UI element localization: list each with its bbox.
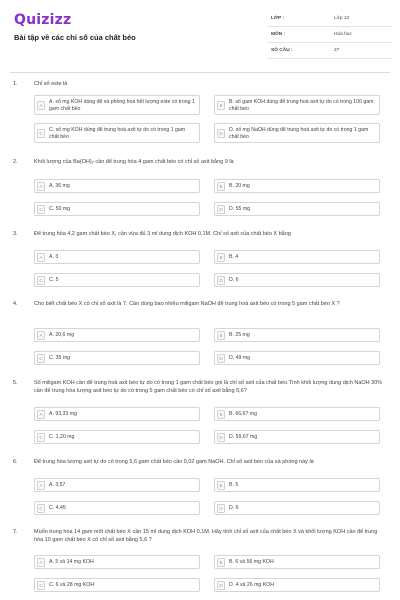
header-divider xyxy=(10,72,390,73)
meta-value: Hóa học xyxy=(334,32,352,37)
option-letter-badge: B xyxy=(217,481,225,490)
question-number: 6. xyxy=(13,459,18,465)
option-d[interactable] xyxy=(214,202,380,216)
option-text: A. 3 xyxy=(49,254,59,260)
option-d[interactable] xyxy=(214,351,380,365)
option-b[interactable] xyxy=(214,179,380,193)
option-a[interactable] xyxy=(34,407,200,421)
option-a[interactable] xyxy=(34,95,200,115)
option-text: B. 4 xyxy=(229,254,239,260)
worksheet-title: Bài tập về các chỉ số của chất béo xyxy=(14,33,136,42)
option-text: A. 93,33 mg xyxy=(49,411,77,417)
option-letter-badge: A xyxy=(37,101,45,110)
option-d[interactable] xyxy=(214,273,380,287)
meta-label: LỚP : xyxy=(271,16,285,21)
option-letter-badge: A xyxy=(37,253,45,262)
question-text: Chỉ số este là xyxy=(34,81,68,87)
option-text: B. 6 và 56 mg KOH xyxy=(229,559,274,565)
option-c[interactable] xyxy=(34,202,200,216)
option-d[interactable] xyxy=(214,501,380,515)
question-number: 2. xyxy=(13,159,18,165)
option-text: D. 4 và 26 mg KOH xyxy=(229,582,274,588)
option-text: C. 35 mg xyxy=(49,355,71,361)
question-text: Để trung hòa lượng axit tự do có trong 5,6 gam chất béo cần 0,02 gam NaOH. Chỉ số axit béo của xà phòng này là xyxy=(34,459,314,465)
question-number: 5. xyxy=(13,380,18,386)
option-c[interactable] xyxy=(34,273,200,287)
option-text: C. 5 xyxy=(49,277,59,283)
option-c[interactable] xyxy=(34,123,200,143)
option-text: C. số mg KOH dùng để trung hoà axit tự do có trong 1 gam chất béo xyxy=(49,127,186,140)
meta-subject xyxy=(268,29,392,43)
option-letter-badge: A xyxy=(37,558,45,567)
option-a[interactable] xyxy=(34,250,200,264)
option-letter-badge: A xyxy=(37,481,45,490)
option-b[interactable] xyxy=(214,555,380,569)
option-letter-badge: C xyxy=(37,354,45,363)
option-text: B. 5 xyxy=(229,482,239,488)
option-letter-badge: A xyxy=(37,410,45,419)
option-a[interactable] xyxy=(34,478,200,492)
option-text: A. 36 mg xyxy=(49,183,70,189)
option-text: D. 55 mg xyxy=(229,206,251,212)
question-text: Số miligam KOH cần để trung hoà axit béo tự do có trong 1 gam chất béo gọi là chỉ số axit của chất béo.Tính khối lượng dung dịch NaOH 30% cần để trung hòa lượng axit béo tự do có trong 5 gam chất béo có chỉ số axit bằng 5,6? xyxy=(34,380,383,394)
option-b[interactable] xyxy=(214,250,380,264)
quizizz-logo: Quizizz xyxy=(14,12,72,28)
option-d[interactable] xyxy=(214,430,380,444)
option-text: B. số gam KOH dùng để trung hoà axit tự do có trong 100 gam chất béo xyxy=(229,99,374,112)
meta-label: SỐ CÂU : xyxy=(271,48,293,53)
option-a[interactable] xyxy=(34,179,200,193)
question-number: 7. xyxy=(13,529,18,535)
worksheet-header xyxy=(0,0,400,72)
option-letter-badge: D xyxy=(217,581,225,590)
question-text: Khối lượng của Ba(OH)₂ cần để trung hòa 4 gam chất béo có chỉ số axit bằng 9 là xyxy=(34,159,234,165)
question-text: Muốn trung hòa 14 gam một chất béo X cần 15 ml dung dịch KOH 0,1M. Hãy tính chỉ số axit của chất béo X và khối lượng KOH cần để trung hòa 10 gam chất béo X có chỉ số axit bằng 5,6 ? xyxy=(34,529,378,543)
option-letter-badge: B xyxy=(217,253,225,262)
option-letter-badge: C xyxy=(37,433,45,442)
meta-value: 27 xyxy=(334,48,340,53)
option-letter-badge: C xyxy=(37,205,45,214)
option-letter-badge: C xyxy=(37,129,45,138)
option-text: D. 6 xyxy=(229,277,239,283)
option-letter-badge: B xyxy=(217,101,225,110)
option-c[interactable] xyxy=(34,351,200,365)
option-text: D. 49 mg xyxy=(229,355,251,361)
option-letter-badge: B xyxy=(217,331,225,340)
option-letter-badge: B xyxy=(217,558,225,567)
option-text: C. 50 mg xyxy=(49,206,71,212)
option-text: A. 3,57 xyxy=(49,482,66,488)
option-letter-badge: C xyxy=(37,504,45,513)
option-d[interactable] xyxy=(214,123,380,143)
option-letter-badge: D xyxy=(217,354,225,363)
option-a[interactable] xyxy=(34,328,200,342)
option-letter-badge: A xyxy=(37,331,45,340)
option-text: D. 59,67 mg xyxy=(229,434,258,440)
option-text: A. 20,6 mg xyxy=(49,332,75,338)
option-c[interactable] xyxy=(34,501,200,515)
option-c[interactable] xyxy=(34,430,200,444)
question-text: Để trung hòa 4,2 gam chất béo X, cần vừa đủ 3 ml dung dịch KOH 0,1M. Chỉ số axit của chất béo X bằng xyxy=(34,231,291,237)
question-number: 4. xyxy=(13,301,18,307)
option-letter-badge: D xyxy=(217,129,225,138)
option-a[interactable] xyxy=(34,555,200,569)
option-text: B. 66,67 mg xyxy=(229,411,257,417)
option-text: C. 1,20 mg xyxy=(49,434,75,440)
option-text: C. 4,45 xyxy=(49,505,66,511)
option-text: D. số mg NaOH dùng để trung hoà axit tự do có trong 1 gam chất béo xyxy=(229,127,369,140)
option-c[interactable] xyxy=(34,578,200,592)
option-letter-badge: D xyxy=(217,276,225,285)
option-letter-badge: C xyxy=(37,581,45,590)
option-b[interactable] xyxy=(214,328,380,342)
option-letter-badge: B xyxy=(217,410,225,419)
meta-class xyxy=(268,13,392,27)
option-b[interactable] xyxy=(214,407,380,421)
option-text: C. 6 và 28 mg KOH xyxy=(49,582,94,588)
option-text: A. số mg KOH dùng để xà phòng hoá hết lượng este có trong 1 gam chất béo xyxy=(49,99,195,112)
meta-value: Lớp 12 xyxy=(334,16,350,21)
option-text: D. 6 xyxy=(229,505,239,511)
option-letter-badge: C xyxy=(37,276,45,285)
option-letter-badge: D xyxy=(217,433,225,442)
option-letter-badge: D xyxy=(217,205,225,214)
option-letter-badge: D xyxy=(217,504,225,513)
option-text: A. 5 và 14 mg KOH xyxy=(49,559,94,565)
meta-question-count xyxy=(268,45,392,59)
option-letter-badge: B xyxy=(217,182,225,191)
option-b[interactable] xyxy=(214,95,380,115)
option-b[interactable] xyxy=(214,478,380,492)
question-number: 1. xyxy=(13,81,18,87)
meta-label: MÔN : xyxy=(271,32,286,37)
option-text: B. 25 mg xyxy=(229,332,250,338)
option-letter-badge: A xyxy=(37,182,45,191)
question-text: Cho biết chất béo X có chỉ số axit là 7. Cần dùng bao nhiêu miligam NaOH để trung hoà axit béo có trong 5 gam chất béo X ? xyxy=(34,301,340,307)
option-d[interactable] xyxy=(214,578,380,592)
question-number: 3. xyxy=(13,231,18,237)
option-text: B. 20 mg xyxy=(229,183,250,189)
